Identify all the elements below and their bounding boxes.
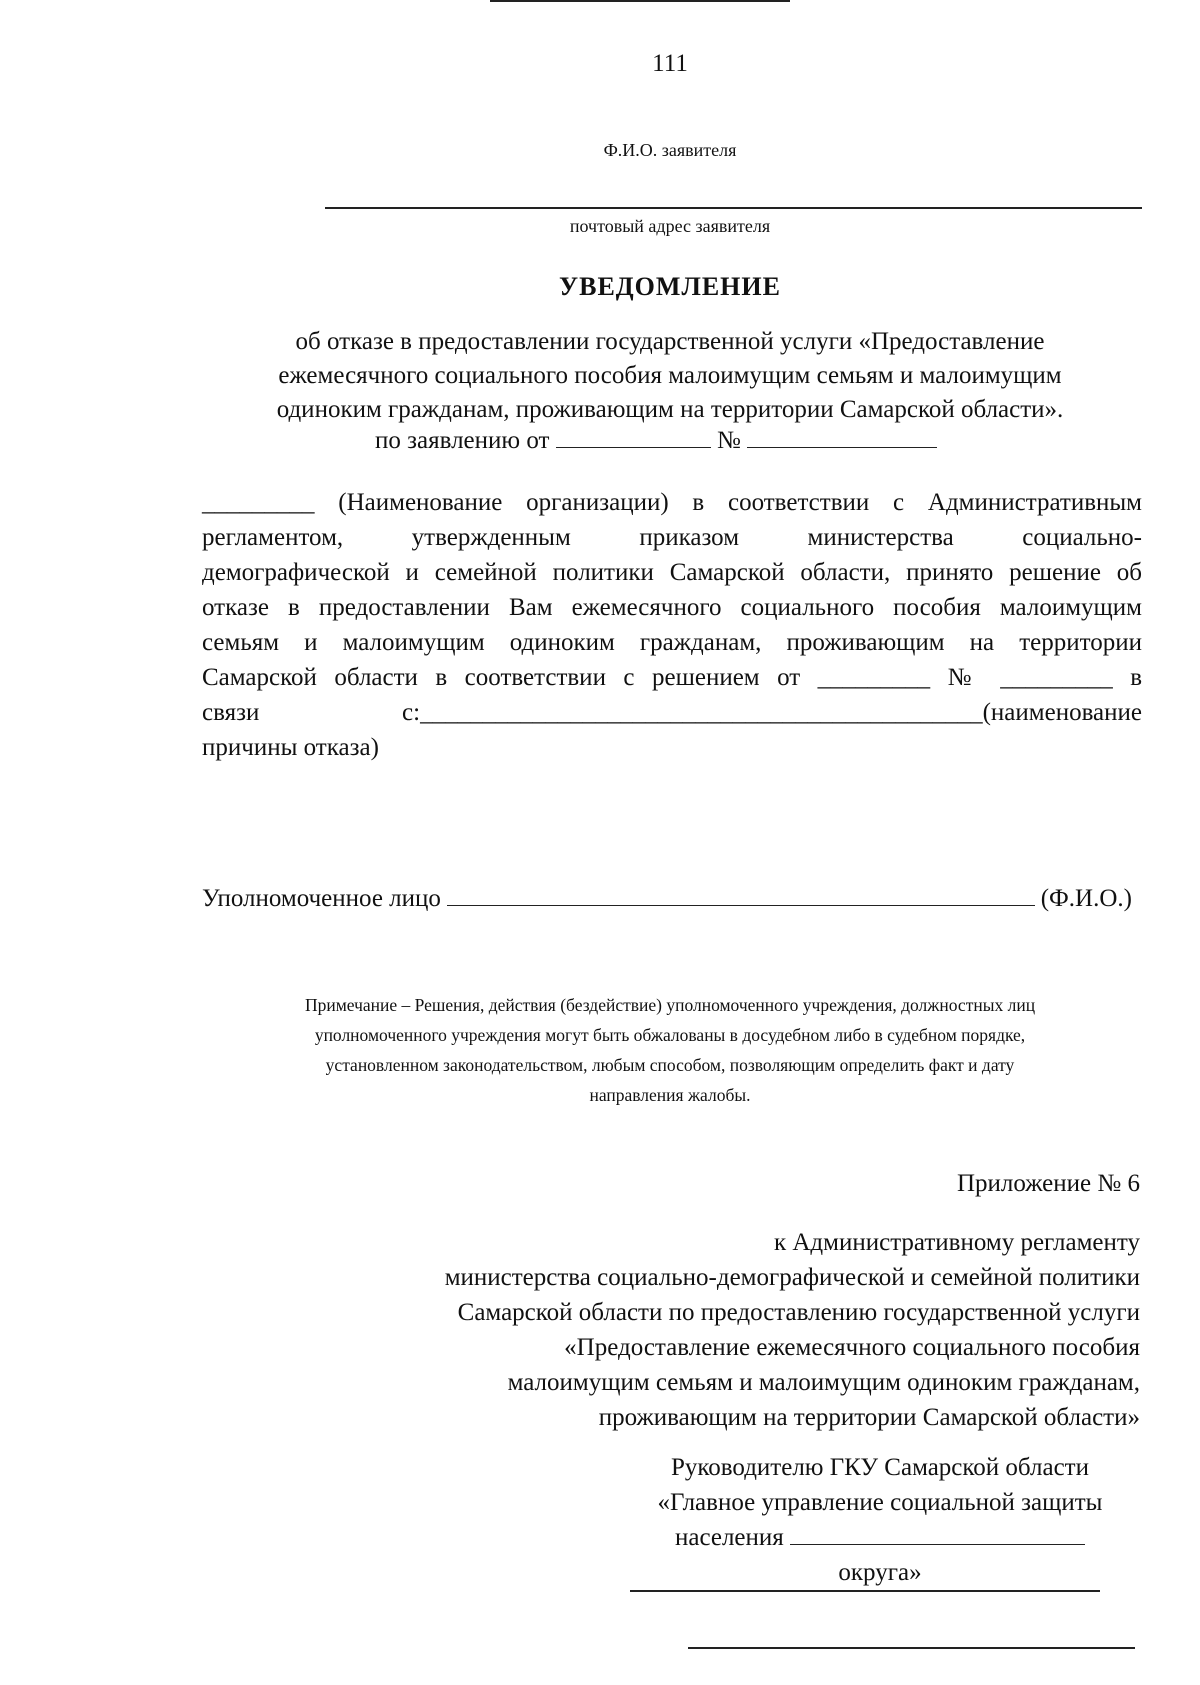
body-line: отказе в предоставлении Вам ежемесячного социального пособия малоимущим: [202, 594, 1142, 621]
addressee-block: [620, 1450, 1140, 1590]
body-line: семьям и малоимущим одиноким гражданам, проживающим на территории: [202, 629, 1142, 656]
appendix-ref-line: проживающим на территории Самарской области»: [598, 1404, 1140, 1431]
subtitle-line: об отказе в предоставлении государственной услуги «Предоставление: [295, 328, 1045, 355]
addressee-name-line: [630, 1590, 1100, 1592]
applicant-address-line: [325, 207, 1142, 209]
signature-blank: [447, 885, 1035, 906]
authorized-person-signature: [202, 885, 1132, 913]
page-number: 111: [652, 50, 688, 77]
appendix-ref-line: министерства социально-демографической и семейной политики: [444, 1264, 1140, 1291]
appendix-number: Приложение № 6: [956, 1170, 1140, 1197]
body-line: регламентом, утвержденным приказом министерства социально-: [202, 524, 1142, 551]
request-number-sign: №: [716, 427, 741, 454]
request-reference-line: [375, 427, 937, 455]
document-subtitle: [200, 325, 1140, 427]
appendix-reference: [300, 1225, 1140, 1435]
addressee-line: «Главное управление социальной защиты: [657, 1489, 1103, 1516]
appeal-note: [200, 990, 1140, 1110]
note-line: уполномоченного учреждения могут быть обжалованы в досудебном либо в судебном порядке,: [314, 1025, 1026, 1045]
signature-fio: (Ф.И.О.): [1040, 885, 1132, 912]
addressee-extra-line: [688, 1647, 1135, 1649]
note-line: Примечание – Решения, действия (бездействие) уполномоченного учреждения, должностных лиц: [304, 995, 1036, 1015]
request-date-blank: [556, 427, 711, 448]
addressee-line-district: [620, 1520, 1140, 1555]
request-number-blank: [747, 427, 937, 448]
decision-body: [202, 485, 1142, 765]
applicant-name-caption: Ф.И.О. заявителя: [603, 140, 737, 160]
body-line: демографической и семейной политики Самарской области, принято решение об: [202, 559, 1142, 586]
appendix-ref-line: Самарской области по предоставлению государственной услуги: [457, 1299, 1140, 1326]
document-title: УВЕДОМЛЕНИЕ: [559, 272, 781, 301]
addressee-line: Руководителю ГКУ Самарской области: [671, 1454, 1089, 1481]
subtitle-line: ежемесячного социального пособия малоимущим семьям и малоимущим: [278, 362, 1062, 389]
body-line: связи с:_____________________________________________(наименование: [202, 699, 1142, 726]
appendix-ref-line: малоимущим семьям и малоимущим одиноким гражданам,: [507, 1369, 1140, 1396]
appendix-ref-line: «Предоставление ежемесячного социального пособия: [564, 1334, 1140, 1361]
addressee-population-label: населения: [674, 1524, 784, 1551]
body-line: Самарской области в соответствии с решением от _________ № _________ в: [202, 664, 1142, 691]
note-line: установленном законодательством, любым способом, позволяющим определить факт и дату: [325, 1055, 1015, 1075]
request-prefix: по заявлению от: [375, 427, 550, 454]
district-name-blank: [790, 1524, 1085, 1545]
body-line: причины отказа): [202, 734, 379, 761]
addressee-line: округа»: [838, 1559, 922, 1586]
appendix-ref-line: к Административному регламенту: [773, 1229, 1140, 1256]
subtitle-line: одиноким гражданам, проживающим на территории Самарской области».: [276, 396, 1064, 423]
body-line: _________ (Наименование организации) в соответствии с Административным: [202, 489, 1142, 516]
top-edge-rule: [490, 0, 790, 2]
signature-label: Уполномоченное лицо: [202, 885, 441, 912]
applicant-address-caption: почтовый адрес заявителя: [569, 216, 771, 236]
note-line: направления жалобы.: [589, 1085, 751, 1105]
